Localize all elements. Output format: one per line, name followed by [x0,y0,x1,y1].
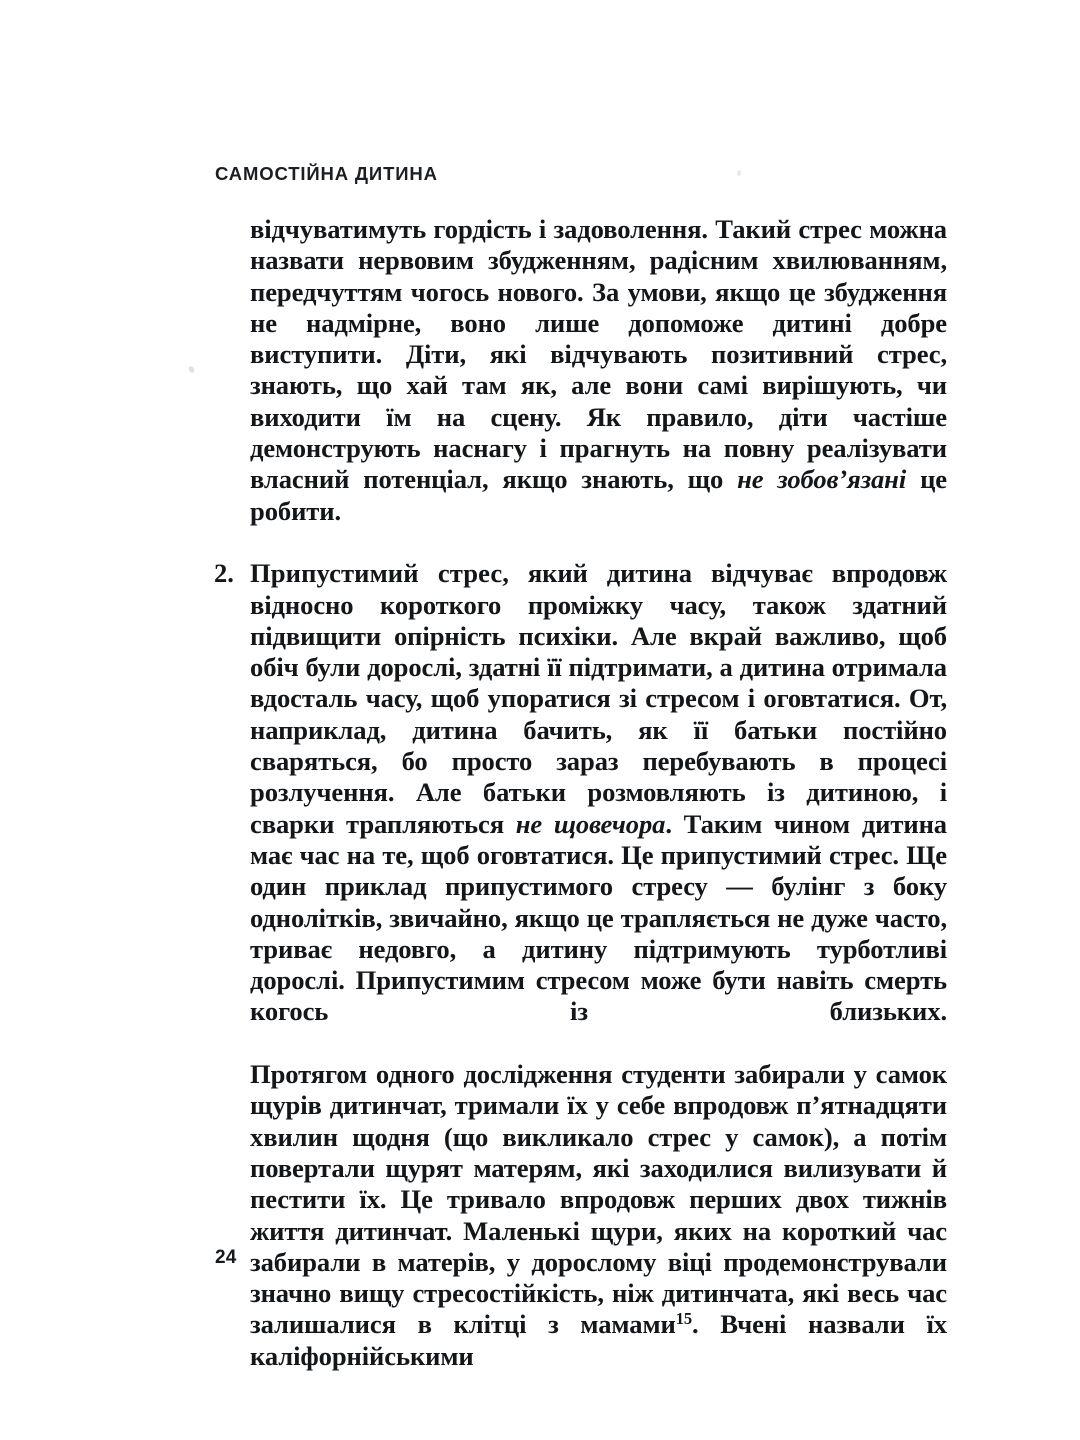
footnote-reference[interactable]: 15 [675,1309,692,1329]
paragraph-1-emphasis: не зобов’язані [737,464,907,495]
paragraph-1-text-b: це робити. [250,464,947,526]
paragraph-3-text-a: Протягом одного дослідження студенти забирали у самок щурів дитинчат, тримали їх у себе впродовж п’ятнадцяти хвилин щодня (що викликало стрес у самок), а потім повертали щурят матерям, які заходилися вилизувати й пестити їх. Це тривало впродовж перших двох тижнів життя дитинчат. Маленькі щури, яких на короткий час забирали в матерів, у дорослому віці продемонстрували значно вищу стресостійкість, ніж дитинчата, які весь час залишалися в клітці з мамами [250,1059,947,1340]
scan-speck-icon [188,365,196,374]
paragraph-3-text-b: . Вчені назвали їх каліфорнійськими [250,1309,947,1371]
paragraph-1 [250,214,947,558]
list-item-marker: 2. [214,558,234,589]
paragraph-1-text-a: відчуватимуть гордість і задоволення. Такий стрес можна назвати нервовим збудженням, радісним хвилюванням, передчуттям чогось нового. За умови, якщо це збудження не надмірне, воно лише допоможе дитині добре виступити. Діти, які відчувають позитивний стрес, знають, що хай там як, але вони самі вирішують, чи виходити їм на сцену. Як правило, діти частіше демонструють наснагу і прагнуть на повну реалізувати власний потенціал, якщо знають, що [250,214,947,495]
text-column [214,214,947,1403]
list-item-text-a: , який дитина відчуває впродовж відносно короткого проміжку часу, також здатний підвищити опірність психіки. Але вкрай важливо, щоб обіч були дорослі, здатні її підтримати, а дитина отримала вдосталь часу, щоб упоратися зі стресом і оговтатися. От, наприклад, дитина бачить, як її батьки постійно сваряться, бо просто зараз перебувають в процесі розлучення. Але батьки розмовляють із дитиною, і сварки трапляються [250,558,947,839]
list-item [214,558,947,1059]
running-head: САМОСТІЙНА ДИТИНА [215,163,438,184]
scan-speck-icon [737,170,741,176]
paragraph-3 [250,1059,947,1403]
list-item-emphasis: не щовечора [515,808,666,839]
page-number: 24 [215,1247,237,1268]
list-item-text-b: . Таким чином дитина має час на те, щоб оговтатися. Це припустимий стрес. Ще один приклад припустимого стресу — булінг з боку однолітків, звичайно, якщо це трапляється не дуже часто, триває недовго, а дитину підтримують турботливі дорослі. Припустимим стресом може бути навіть смерть когось із близьких. [250,808,947,1027]
list-item-body [250,558,947,1059]
list-item-bold-lead: Припустимий стрес [250,558,503,589]
